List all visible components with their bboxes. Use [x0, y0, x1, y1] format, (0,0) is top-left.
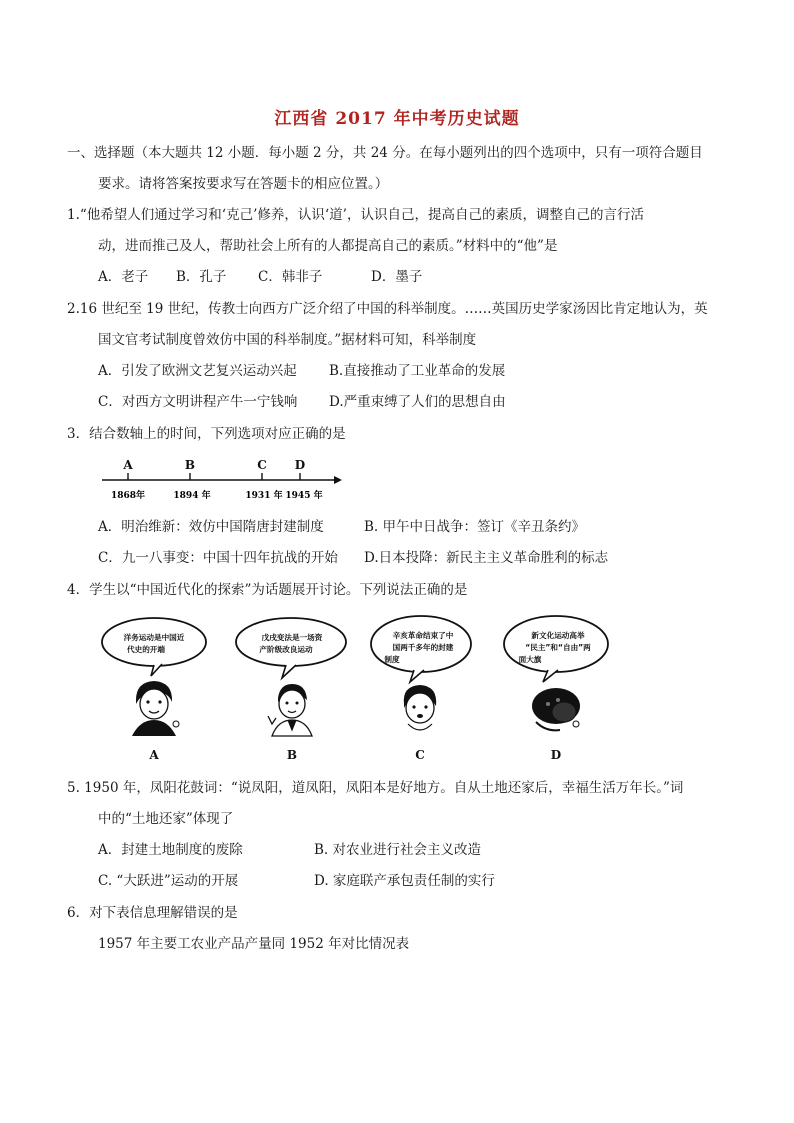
- question-1-option-b: B．孔子: [176, 269, 227, 285]
- student-c-icon: [404, 685, 436, 730]
- bubble-b-line2: 产阶级改良运动: [259, 645, 313, 654]
- question-1-stem-line2: 动，进而推己及人，帮助社会上所有的人都提高自己的素质。”材料中的“他”是: [98, 238, 558, 254]
- student-a-icon: [132, 681, 179, 736]
- speech-bubble-a: [102, 618, 206, 666]
- student-c-letter: C: [415, 748, 425, 762]
- student-b-group: [236, 618, 346, 762]
- bubble-b-line1: 戊戌变法是一场资: [261, 633, 323, 642]
- discussion-illustration: [96, 612, 616, 764]
- student-b-letter: B: [286, 748, 298, 762]
- timeline-letter-b: B: [184, 458, 196, 472]
- page-title: 江西省 2017 年中考历史试题: [274, 109, 520, 129]
- question-2-stem-line1: 2.16 世纪至 19 世纪，传教士向西方广泛介绍了中国的科举制度。……英国历史学家汤因比肯定地认为，英: [67, 301, 708, 317]
- student-c-group: [371, 616, 471, 762]
- speech-bubble-tail-b: [282, 665, 296, 678]
- question-2-option-a: A．引发了欧洲文艺复兴运动兴起: [98, 363, 297, 379]
- question-4-stem: 4．学生以“中国近代化的探索”为话题展开讨论。下列说法正确的是: [67, 582, 468, 598]
- question-5-option-a: A．封建土地制度的废除: [98, 842, 243, 858]
- question-2-option-b: B.直接推动了工业革命的发展: [329, 363, 506, 379]
- bubble-a-line2: 代史的开端: [127, 645, 165, 654]
- timeline-letter-a: A: [123, 458, 133, 472]
- speech-bubble-b: [236, 618, 346, 666]
- bubble-d-line3: 面大旗: [518, 655, 542, 664]
- student-d-icon: [532, 688, 580, 730]
- student-a-letter: A: [149, 748, 159, 762]
- timeline-year-a: 1868年: [110, 491, 146, 501]
- student-b-icon: [268, 684, 312, 736]
- bubble-a-line1: 洋务运动是中国近: [123, 633, 185, 642]
- question-3-option-a: A．明治维新：效仿中国隋唐封建制度: [98, 519, 324, 535]
- section-heading-line1: 一、选择题（本大题共 12 小题．每小题 2 分，共 24 分。在每小题列出的四个选项中，只有一项符合题目: [67, 145, 703, 161]
- timeline-letter-c: C: [257, 458, 267, 472]
- timeline-year-d: 1945 年: [285, 491, 323, 501]
- question-3-stem: 3．结合数轴上的时间，下列选项对应正确的是: [67, 426, 346, 442]
- question-3-option-c: C．九一八事变：中国十四年抗战的开始: [98, 550, 338, 566]
- question-2-option-c: C．对西方文明讲程产牛一宁钱响: [98, 394, 298, 410]
- timeline-letter-d: D: [294, 458, 306, 472]
- question-6-stem: 6．对下表信息理解错误的是: [67, 905, 238, 921]
- question-1-option-a: A．老子: [98, 269, 149, 285]
- timeline-year-b: 1894 年: [173, 491, 211, 501]
- timeline-figure: [96, 455, 346, 505]
- question-2-option-d: D.严重束缚了人们的思想自由: [329, 394, 506, 410]
- timeline-arrow-icon: [334, 476, 342, 484]
- question-1-option-d: D．墨子: [371, 269, 423, 285]
- bubble-d-line2: “民主”和“自由”两: [525, 643, 591, 652]
- bubble-c-line3: 制度: [384, 655, 400, 664]
- student-d-letter: D: [550, 748, 562, 762]
- section-heading-line2: 要求。请将答案按要求写在答题卡的相应位置。）: [98, 176, 389, 192]
- bubble-c-line1: 辛亥革命结束了中: [392, 631, 454, 640]
- student-a-group: [102, 618, 206, 762]
- student-d-group: [504, 616, 608, 762]
- question-5-stem-line2: 中的“土地还家”体现了: [98, 811, 234, 827]
- table-caption: 1957 年主要工农业产品产量同 1952 年对比情况表: [98, 936, 410, 952]
- question-5-option-c: C. “大跃进”运动的开展: [98, 873, 239, 889]
- timeline-year-c: 1931 年: [245, 491, 283, 501]
- question-5-option-d: D. 家庭联产承包责任制的实行: [314, 873, 495, 889]
- question-5-stem-line1: 5. 1950 年，凤阳花鼓词：“说凤阳，道凤阳，凤阳本是好地方。自从土地还家后，幸福生活万年长。”词: [67, 780, 684, 796]
- question-5-option-b: B. 对农业进行社会主义改造: [314, 842, 482, 858]
- question-3-option-b: B. 甲午中日战争：签订《辛丑条约》: [364, 519, 586, 535]
- question-1-stem-line1: 1.“他希望人们通过学习和‘克己’修养，认识‘道’，认识自己，提高自己的素质，调整自己的言行活: [67, 207, 644, 223]
- question-1-option-c: C．韩非子: [258, 269, 323, 285]
- bubble-c-line2: 国两千多年的封建: [392, 643, 454, 652]
- question-2-stem-line2: 国文官考试制度曾效仿中国的科举制度。”据材料可知，科举制度: [98, 332, 477, 348]
- question-3-option-d: D.日本投降：新民主主义革命胜利的标志: [364, 550, 609, 566]
- bubble-d-line1: 新文化运动高举: [531, 631, 585, 640]
